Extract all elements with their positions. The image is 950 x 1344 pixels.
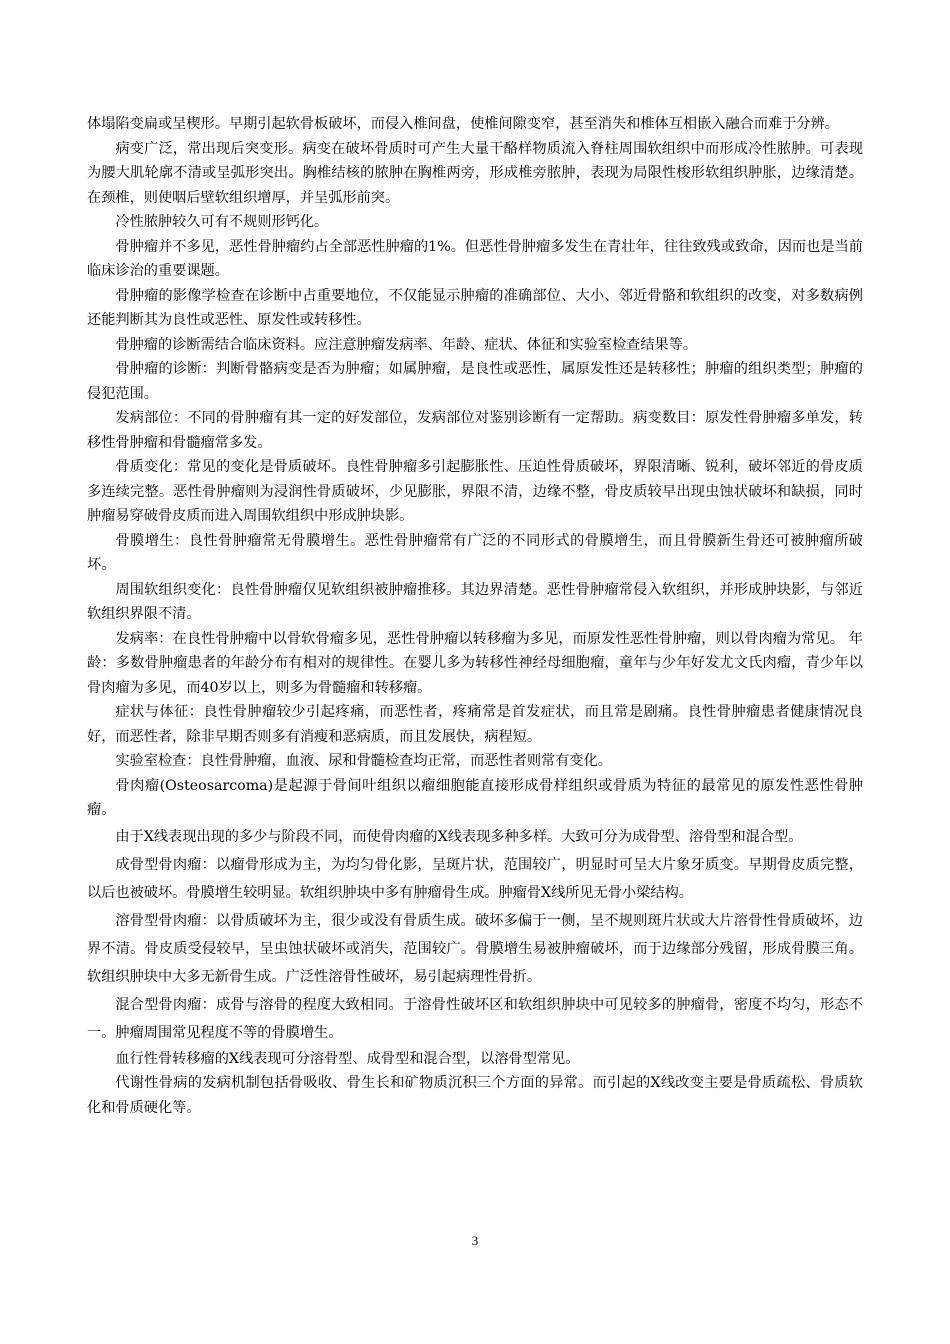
- paragraph: 发病部位：不同的骨肿瘤有其一定的好发部位，发病部位对鉴别诊断有一定帮助。病变数目：原发性骨肿瘤多单发，转移性骨肿瘤和骨髓瘤常多发。: [87, 410, 863, 451]
- paragraph: 骨肿瘤的影像学检查在诊断中占重要地位，不仅能显示肿瘤的准确部位、大小、邻近骨骼和软组织的改变，对多数病例还能判断其为良性或恶性、原发性或转移性。: [87, 287, 863, 328]
- paragraph: 冷性脓肿较久可有不规则形钙化。: [115, 214, 329, 230]
- body-text: [87, 112, 863, 1120]
- paragraph: 混合型骨肉瘤：成骨与溶骨的程度大致相同。于溶骨性破坏区和软组织肿块中可见较多的肿瘤骨，密度不均匀，形态不一。肿瘤周围常见程度不等的骨膜增生。: [87, 996, 863, 1041]
- paragraph: 周围软组织变化：良性骨肿瘤仅见软组织被肿瘤推移。其边界清楚。恶性骨肿瘤常侵入软组织，并形成肿块影，与邻近软组织界限不清。: [87, 581, 863, 622]
- paragraph: 代谢性骨病的发病机制包括骨吸收、骨生长和矿物质沉积三个方面的异常。而引起的X线改变主要是骨质疏松、骨质软化和骨质硬化等。: [87, 1075, 863, 1116]
- paragraph: 体塌陷变扁或呈楔形。早期引起软骨板破坏，而侵入椎间盘，使椎间隙变窄，甚至消失和椎体互相嵌入融合而难于分辨。: [87, 116, 839, 132]
- paragraph: 症状与体征：良性骨肿瘤较少引起疼痛，而恶性者，疼痛常是首发症状，而且常是剧痛。良性骨肿瘤患者健康情况良好，而恶性者，除非早期否则多有消瘦和恶病质，而且发展快，病程短。: [87, 704, 863, 745]
- paragraph: 由于X线表现出现的多少与阶段不同，而使骨肉瘤的X线表现多种多样。大致可分为成骨型、溶骨型和混合型。: [115, 828, 803, 845]
- paragraph: 实验室检查：良性骨肿瘤，血液、尿和骨髓检查均正常，而恶性者则常有变化。: [115, 753, 612, 769]
- page-number: 3: [471, 1233, 479, 1248]
- paragraph: 骨肿瘤并不多见，恶性骨肿瘤约占全部恶性肿瘤的1%。但恶性骨肿瘤多发生在青壮年，往往致残或致命，因而也是当前临床诊治的重要课题。: [87, 238, 863, 279]
- paragraph: 骨肿瘤的诊断需结合临床资料。应注意肿瘤发病率、年龄、症状、体征和实验室检查结果等。: [115, 336, 698, 353]
- paragraph: 骨肉瘤(Osteosarcoma)是起源于骨间叶组织以瘤细胞能直接形成骨样组织或骨质为特征的最常见的原发性恶性骨肿瘤。: [87, 777, 863, 818]
- paragraph: 骨质变化：常见的变化是骨质破坏。良性骨肿瘤多引起膨胀性、压迫性骨质破坏，界限清晰、锐利，破坏邻近的骨皮质多连续完整。恶性骨肿瘤则为浸润性骨质破坏，少见膨胀，界限不清，边缘不整，骨皮质较早出现虫蚀状破坏和缺损，同时肿瘤易穿破骨皮质而进入周围软组织中形成肿块影。: [87, 459, 863, 524]
- paragraph: 病变广泛，常出现后突变形。病变在破坏骨质时可产生大量干酪样物质流入脊柱周围软组织中而形成冷性脓肿。可表现为腰大肌轮廓不清或呈弧形突出。胸椎结核的脓肿在胸椎两旁，形成椎旁脓肿，表现为局限性梭形软组织肿胀，边缘清楚。在颈椎，则使咽后壁软组织增厚，并呈弧形前突。: [87, 140, 863, 206]
- paragraph: 骨膜增生：良性骨肿瘤常无骨膜增生。恶性骨肿瘤常有广泛的不同形式的骨膜增生，而且骨膜新生骨还可被肿瘤所破坏。: [87, 532, 863, 573]
- paragraph: 血行性骨转移瘤的X线表现可分溶骨型、成骨型和混合型，以溶骨型常见。: [115, 1050, 580, 1067]
- paragraph: 骨肿瘤的诊断：判断骨骼病变是否为肿瘤；如属肿瘤，是良性或恶性，属原发性还是转移性；肿瘤的组织类型；肿瘤的侵犯范围。: [87, 361, 863, 402]
- paragraph: 成骨型骨肉瘤：以瘤骨形成为主，为均匀骨化影，呈斑片状，范围较广，明显时可呈大片象牙质变。早期骨皮质完整，以后也被破坏。骨膜增生较明显。软组织肿块中多有肿瘤骨生成。肿瘤骨X线所见无骨小梁结构。: [87, 856, 863, 901]
- paragraph: 发病率：在良性骨肿瘤中以骨软骨瘤多见，恶性骨肿瘤以转移瘤为多见，而原发性恶性骨肿瘤，则以骨肉瘤为常见。 年龄：多数骨肿瘤患者的年龄分布有相对的规律性。在婴儿多为转移性神经母细胞瘤，童年与少年好发尤文氏肉瘤，青少年以骨肉瘤为多见，而40岁以上，则多为骨髓瘤和转移瘤。: [87, 630, 863, 696]
- paragraph: 溶骨型骨肉瘤：以骨质破坏为主，很少或没有骨质生成。破坏多偏于一侧，呈不规则斑片状或大片溶骨性骨质破坏，边界不清。骨皮质受侵较早，呈虫蚀状破坏或消失，范围较广。骨膜增生易被肿瘤破坏，而于边缘部分残留，形成骨膜三角。软组织肿块中大多无新骨生成。广泛性溶骨性破坏，易引起病理性骨折。: [87, 912, 863, 985]
